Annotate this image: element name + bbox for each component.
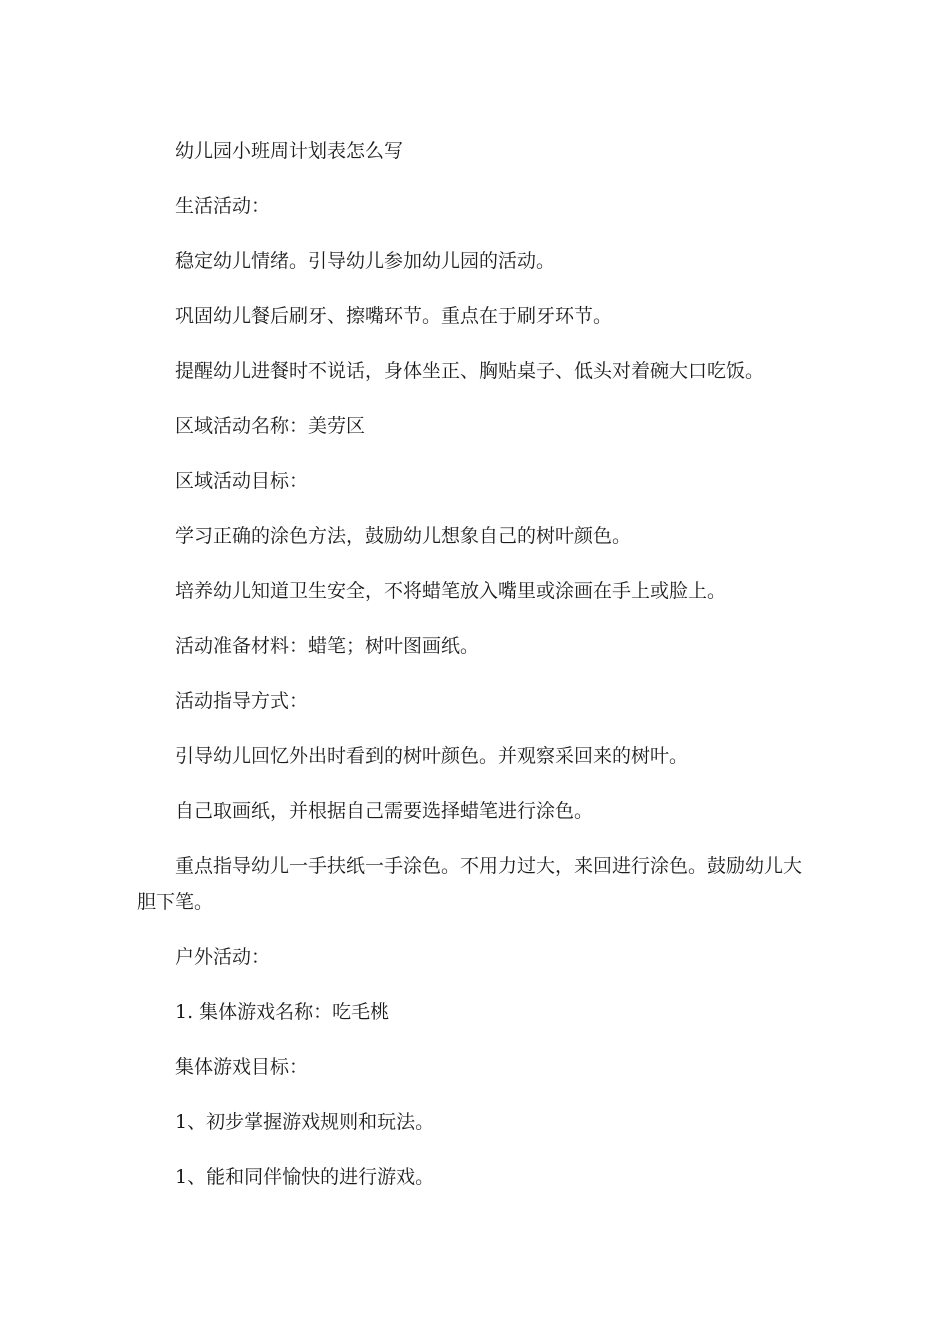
paragraph: 培养幼儿知道卫生安全，不将蜡笔放入嘴里或涂画在手上或脸上。 — [175, 580, 727, 602]
paragraph: 引导幼儿回忆外出时看到的树叶颜色。并观察采回来的树叶。 — [175, 745, 689, 767]
section-heading-area-goal: 区域活动目标： — [175, 470, 309, 492]
paragraph: 自己取画纸，并根据自己需要选择蜡笔进行涂色。 — [175, 800, 594, 822]
paragraph-wrapped: 重点指导幼儿一手扶纸一手涂色。不用力过大，来回进行涂色。鼓励幼儿大胆下笔。 — [137, 855, 803, 913]
section-heading-outdoor: 户外活动： — [175, 946, 271, 968]
section-heading-game-goal: 集体游戏目标： — [175, 1056, 309, 1078]
paragraph: 稳定幼儿情绪。引导幼儿参加幼儿园的活动。 — [175, 250, 556, 272]
paragraph-game-name: 1. 集体游戏名称：吃毛桃 — [175, 1001, 390, 1023]
document-body — [137, 133, 817, 1214]
paragraph: 提醒幼儿进餐时不说话，身体坐正、胸贴桌子、低头对着碗大口吃饭。 — [175, 360, 765, 382]
paragraph-materials: 活动准备材料：蜡笔；树叶图画纸。 — [175, 635, 480, 657]
paragraph: 巩固幼儿餐后刷牙、擦嘴环节。重点在于刷牙环节。 — [175, 305, 613, 327]
list-item: 1、初步掌握游戏规则和玩法。 — [175, 1111, 435, 1133]
list-item: 1、能和同伴愉快的进行游戏。 — [175, 1166, 435, 1188]
section-heading-life-activity: 生活活动： — [175, 195, 271, 217]
document-title: 幼儿园小班周计划表怎么写 — [175, 140, 404, 162]
section-heading-guidance: 活动指导方式： — [175, 690, 309, 712]
paragraph: 学习正确的涂色方法，鼓励幼儿想象自己的树叶颜色。 — [175, 525, 632, 547]
section-heading-area-activity: 区域活动名称：美劳区 — [175, 415, 366, 437]
